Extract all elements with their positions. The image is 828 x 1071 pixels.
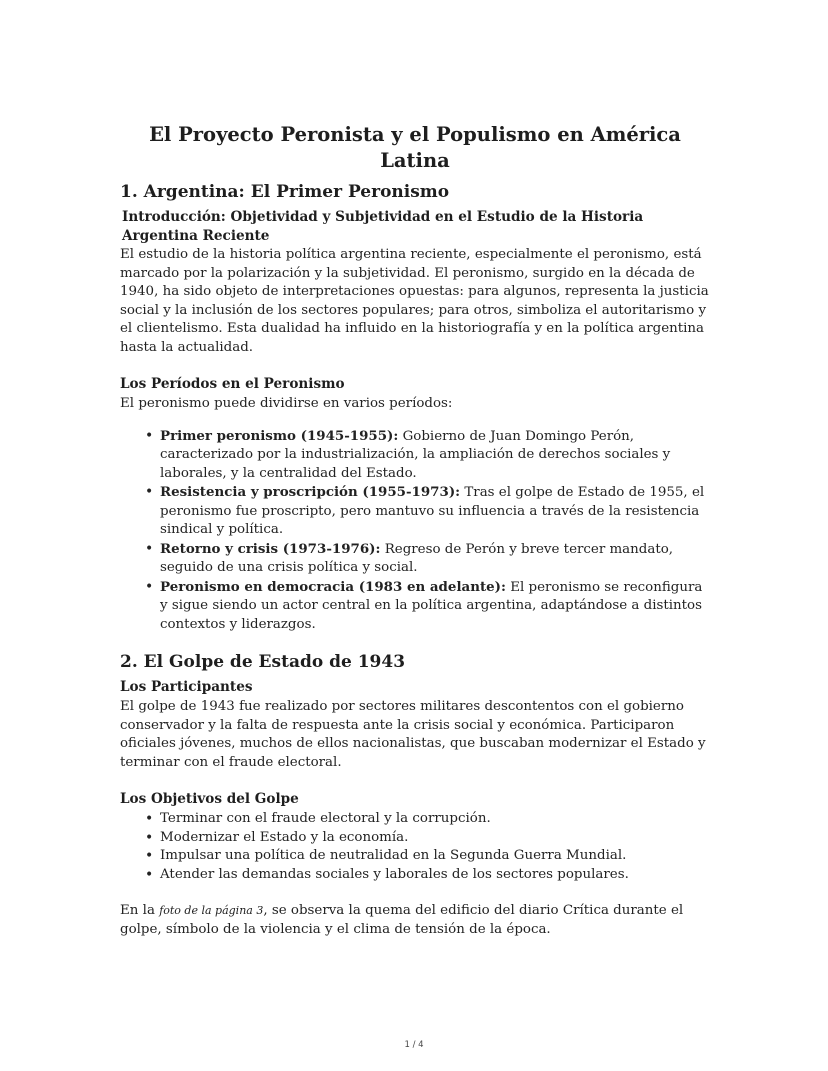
closing-prefix: En la [120, 903, 160, 918]
list-item-text: El peronismo se reconfigura y sigue siendo un actor central en la política argentina, adaptándose a distintos contextos y liderazgos. [160, 579, 703, 632]
list-item-title: Resistencia y proscripción (1955-1973): [160, 484, 461, 500]
list-item-title: Peronismo en democracia (1983 en adelante): [160, 578, 506, 595]
list-item: • Impulsar una política de neutralidad en la Segunda Guerra Mundial. [160, 847, 710, 866]
closing-suffix: , se observa la quema del edificio del diario Crítica durante el golpe, símbolo de la violencia y el clima de tensión de la época. [120, 903, 684, 937]
subsection-heading: Los Objetivos del Golpe [120, 791, 299, 807]
page-number: 1 / 4 [404, 1040, 424, 1050]
document-title: El Proyecto Peronista y el Populismo en América Latina [149, 123, 681, 172]
subsection-heading: Introducción: Objetividad y Subjetividad en el Estudio de la Historia Argentina Reciente [122, 209, 644, 244]
list-item-text: Gobierno de Juan Domingo Perón, caracterizado por la industrialización, la ampliación de derechos sociales y laborales, y la centralidad del Estado. [160, 428, 671, 481]
list-item: • Atender las demandas sociales y laborales de los sectores populares. [160, 866, 710, 885]
list-item-text: Tras el golpe de Estado de 1955, el peronismo fue proscripto, pero mantuvo su influencia a través de la resistencia sindical y política. [160, 485, 705, 537]
list-item [160, 578, 710, 635]
spacer [120, 884, 710, 902]
photo-reference: foto de la página 3 [159, 904, 264, 917]
paragraph: El estudio de la historia política argentina reciente, especialmente el peronismo, está marcado por la polarización y la subjetividad. El peronismo, surgido en la década de 1940, ha sido objeto de interpretaciones opuestas: para algunos, representa la justicia social y la inclusión de los sectores populares; para otros, simboliza el autoritarismo y el clientelismo. Esta dualidad ha influido en la historiografía y en la política argentina hasta la actualidad. [120, 247, 709, 355]
list-item-text: Regreso de Perón y breve tercer mandato, seguido de una crisis política y social. [160, 541, 674, 575]
list-item-title: Retorno y crisis (1973-1976): [160, 540, 381, 557]
list-item [160, 483, 710, 540]
document-content [120, 122, 710, 939]
spacer [120, 357, 710, 375]
subsection-heading: Los Períodos en el Peronismo [120, 376, 345, 392]
periods-list [120, 427, 710, 635]
list-item [160, 540, 710, 578]
closing-paragraph [120, 902, 710, 939]
paragraph: El peronismo puede dividirse en varios períodos: [120, 396, 453, 411]
spacer [120, 772, 710, 790]
list-item-title: Primer peronismo (1945-1955): [160, 427, 399, 444]
objectives-list [120, 810, 710, 884]
paragraph: El golpe de 1943 fue realizado por sectores militares descontentos con el gobierno conservador y la falta de respuesta ante la crisis social y económica. Participaron oficiales jóvenes, muchos de ellos nacionalistas, que buscaban modernizar el Estado y terminar con el fraude electoral. [120, 699, 706, 770]
section-heading: 2. El Golpe de Estado de 1943 [120, 652, 406, 672]
list-item [160, 427, 710, 484]
list-item: • Modernizar el Estado y la economía. [160, 829, 710, 848]
section-heading: 1. Argentina: El Primer Peronismo [120, 182, 450, 202]
list-item: • Terminar con el fraude electoral y la corrupción. [160, 810, 710, 829]
subsection-heading: Los Participantes [120, 679, 253, 695]
spacer [120, 634, 710, 650]
